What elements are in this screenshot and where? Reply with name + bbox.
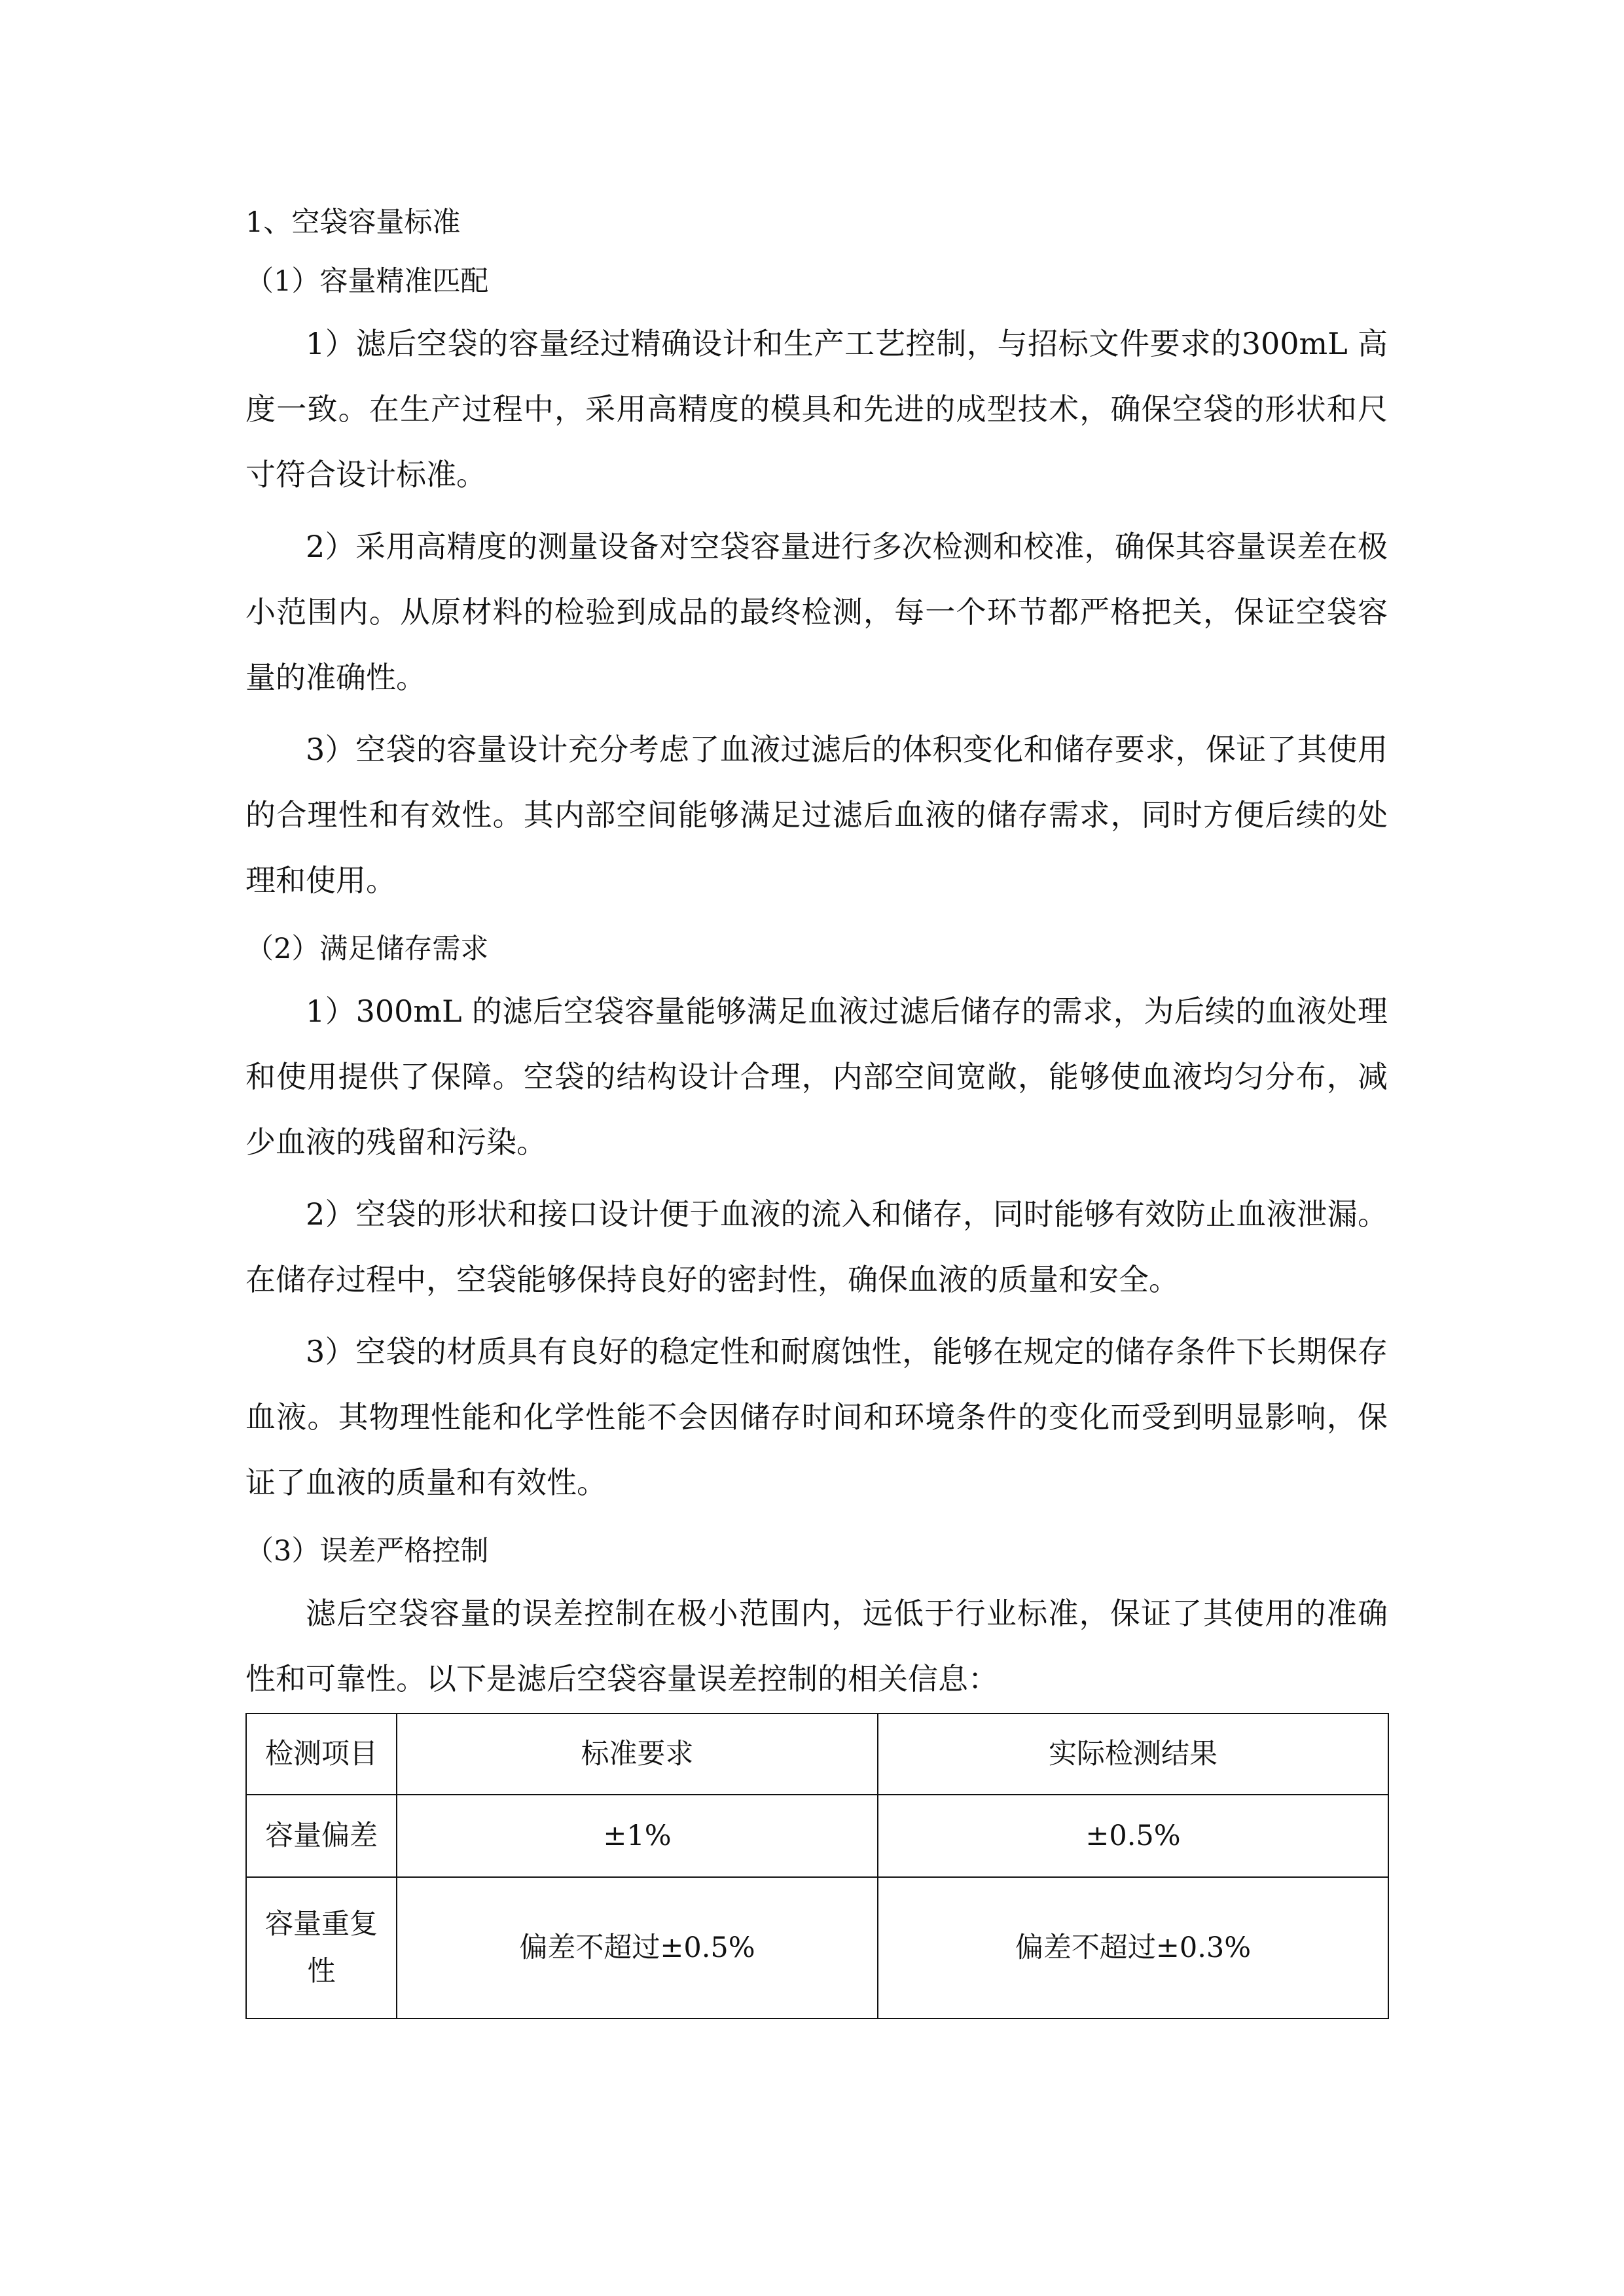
error-control-table	[245, 1713, 1389, 2019]
subsection-heading-3: （3）误差严格控制	[245, 1535, 489, 1568]
section-title: 1、空袋容量标准	[245, 206, 461, 239]
table-cell: 容量偏差	[246, 1795, 397, 1877]
paragraph: 2）空袋的形状和接口设计便于血液的流入和储存，同时能够有效防止血液泄漏。在储存过程中，空袋能够保持良好的密封性，确保血液的质量和安全。	[245, 1196, 1388, 1297]
table-cell: 偏差不超过±0.5%	[397, 1877, 878, 2018]
subsection-heading-2: （2）满足储存需求	[245, 933, 489, 965]
table-cell: 偏差不超过±0.3%	[878, 1877, 1388, 2018]
table-cell: ±0.5%	[878, 1795, 1388, 1877]
table-cell: ±1%	[397, 1795, 878, 1877]
table-header-cell: 检测项目	[246, 1713, 397, 1795]
table-row	[246, 1795, 1388, 1877]
table-header-row	[246, 1713, 1388, 1795]
subsection-heading-1: （1）容量精准匹配	[245, 265, 489, 298]
table-header-cell: 实际检测结果	[878, 1713, 1388, 1795]
table-cell: 容量重复性	[246, 1877, 397, 2018]
paragraph: 滤后空袋容量的误差控制在极小范围内，远低于行业标准，保证了其使用的准确性和可靠性。以下是滤后空袋容量误差控制的相关信息：	[245, 1596, 1388, 1696]
paragraph: 1）300mL 的滤后空袋容量能够满足血液过滤后储存的需求，为后续的血液处理和使用提供了保障。空袋的结构设计合理，内部空间宽敞，能够使血液均匀分布，减少血液的残留和污染。	[245, 994, 1388, 1160]
table-row	[246, 1877, 1388, 2018]
paragraph: 3）空袋的材质具有良好的稳定性和耐腐蚀性，能够在规定的储存条件下长期保存血液。其物理性能和化学性能不会因储存时间和环境条件的变化而受到明显影响，保证了血液的质量和有效性。	[245, 1334, 1388, 1500]
paragraph: 1）滤后空袋的容量经过精确设计和生产工艺控制，与招标文件要求的300mL 高度一致。在生产过程中，采用高精度的模具和先进的成型技术，确保空袋的形状和尺寸符合设计标准。	[245, 326, 1388, 492]
paragraph: 2）采用高精度的测量设备对空袋容量进行多次检测和校准，确保其容量误差在极小范围内。从原材料的检验到成品的最终检测，每一个环节都严格把关，保证空袋容量的准确性。	[245, 529, 1388, 695]
paragraph: 3）空袋的容量设计充分考虑了血液过滤后的体积变化和储存要求，保证了其使用的合理性和有效性。其内部空间能够满足过滤后血液的储存需求，同时方便后续的处理和使用。	[245, 732, 1388, 898]
table-header-cell: 标准要求	[397, 1713, 878, 1795]
document-body	[245, 193, 1388, 1718]
